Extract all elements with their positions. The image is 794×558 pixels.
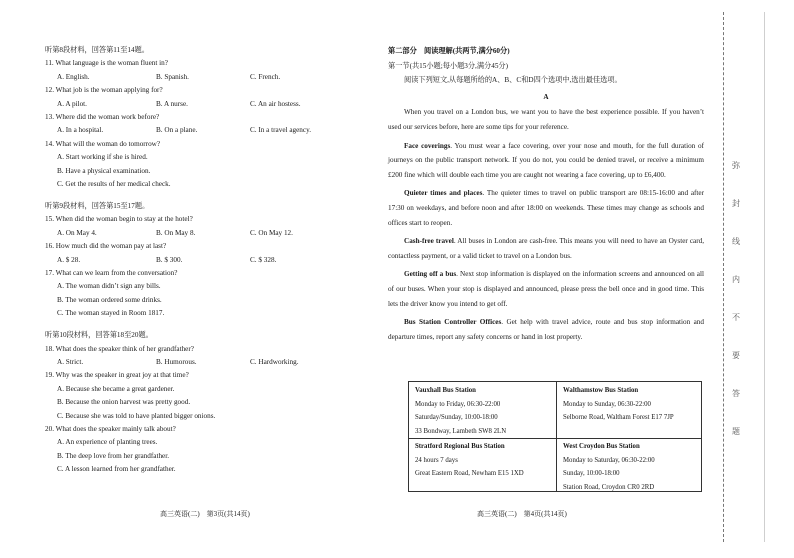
option-b[interactable]: B. A nurse.	[156, 99, 188, 108]
paragraph-controller-offices	[388, 315, 704, 344]
option-a[interactable]: A. Start working if she is hired.	[57, 153, 148, 162]
passage-letter: A	[543, 92, 549, 101]
option-b[interactable]: B. The deep love from her grandfather.	[57, 451, 170, 460]
station-cell-stratford	[409, 440, 524, 481]
question-stem: 17. What can we learn from the conversation?	[45, 269, 178, 277]
question-stem: 18. What does the speaker think of her grandfather?	[45, 344, 194, 353]
option-a[interactable]: A. A pilot.	[57, 99, 87, 108]
seal-char: 内	[732, 275, 740, 284]
option-c[interactable]: C. A lesson learned from her grandfather.	[57, 465, 176, 474]
seal-char: 弥	[732, 161, 740, 170]
station-line: 24 hours 7 days	[415, 456, 458, 464]
station-line: Selborne Road, Waltham Forest E17 7JP	[563, 414, 674, 422]
option-b[interactable]: B. On a plane.	[156, 126, 198, 135]
question-stem: 20. What does the speaker mainly talk about?	[45, 424, 176, 433]
option-c[interactable]: C. $ 328.	[250, 255, 277, 264]
station-line: Great Eastern Road, Newham E15 1XD	[415, 470, 524, 478]
options-row	[45, 227, 375, 240]
option-a[interactable]: A. English.	[57, 72, 90, 81]
option-a[interactable]: A. $ 28.	[57, 255, 81, 264]
question-stem: 15. When did the woman begin to stay at the hotel?	[45, 215, 193, 224]
section-heading: 听第8段材料，回答第11至14题。	[45, 46, 149, 54]
bus-station-table	[408, 381, 702, 492]
passage-intro: When you travel on a London bus, we want you to have the best experience possible. If you haven’t used our services before, here are some tips for your reference.	[388, 108, 704, 131]
section-8	[45, 44, 375, 191]
station-line: 33 Bondway, Lambeth SW8 2LN	[415, 427, 507, 435]
options-row	[45, 98, 375, 111]
option-c[interactable]: C. Because she was told to have planted bigger onions.	[57, 411, 216, 420]
paragraph-heading: Getting off a bus	[404, 270, 457, 279]
option-a[interactable]: A. Because she became a great gardener.	[57, 384, 175, 393]
station-name: Walthamstow Bus Station	[563, 387, 639, 394]
station-line: Sunday, 10:00-18:00	[563, 470, 620, 478]
options-row	[45, 254, 375, 267]
seal-char: 封	[732, 199, 740, 208]
option-a[interactable]: A. An experience of planting trees.	[57, 438, 158, 447]
station-line: Monday to Saturday, 06:30-22:00	[563, 456, 655, 464]
station-name: Stratford Regional Bus Station	[415, 443, 505, 450]
station-name: Vauxhall Bus Station	[415, 387, 476, 394]
station-cell-vauxhall	[409, 384, 506, 438]
page-footer-left: 高三英语(二) 第3页(共14页)	[160, 510, 250, 518]
option-b[interactable]: B. Spanish.	[156, 72, 189, 81]
option-c[interactable]: C. French.	[250, 72, 281, 81]
option-c[interactable]: C. An air hostess.	[250, 99, 301, 108]
option-b[interactable]: B. The woman ordered some drinks.	[57, 295, 162, 304]
section-10	[45, 329, 375, 476]
question-stem: 13. Where did the woman work before?	[45, 113, 160, 122]
part-title: 第二部分 阅读理解(共两节,满分60分)	[388, 47, 510, 55]
station-cell-walthamstow	[557, 384, 674, 425]
paragraph-getting-off	[388, 267, 704, 311]
station-line: Saturday/Sunday, 10:00-18:00	[415, 414, 498, 422]
seal-char: 线	[732, 237, 740, 246]
spacer	[45, 321, 375, 330]
paragraph-text: . Get help with travel advice, route and bus stop information and departure times, report any safety concerns or hand in lost property.	[388, 318, 704, 341]
options-row	[45, 71, 375, 84]
option-b[interactable]: B. Because the onion harvest was pretty good.	[57, 398, 191, 407]
question-stem: 12. What job is the woman applying for?	[45, 86, 163, 95]
paragraph-heading: Cash-free travel	[404, 237, 454, 246]
option-b[interactable]: B. Humorous.	[156, 357, 197, 366]
seal-text	[730, 160, 742, 464]
option-b[interactable]: B. On May 8.	[156, 228, 196, 237]
seal-char: 不	[732, 313, 740, 322]
option-a[interactable]: A. In a hospital.	[57, 126, 104, 135]
paragraph-text: . You must wear a face covering, over your nose and mouth, for the full duration of journeys on the public transport network. If you do not, you could be denied travel, or receive a minimum £200 fine which will double each time you are caught not wearing a face covering, up to £6,400.	[388, 141, 704, 179]
station-line: Monday to Friday, 06:30-22:00	[415, 400, 501, 408]
margin-border	[764, 12, 765, 542]
page-footer-right: 高三英语(二) 第4页(共14页)	[477, 510, 567, 518]
paragraph-heading: Bus Station Controller Offices	[404, 318, 502, 327]
option-c[interactable]: C. Hardworking.	[250, 357, 299, 366]
options-row	[45, 124, 375, 137]
seal-char: 要	[732, 351, 740, 360]
option-a[interactable]: A. The woman didn’t sign any bills.	[57, 282, 161, 291]
paragraph-heading: Face coverings	[404, 141, 451, 150]
question-stem: 16. How much did the woman pay at last?	[45, 242, 167, 251]
listening-section	[45, 44, 375, 477]
paragraph-text: . All buses in London are cash-free. This means you will need to have an Oyster card, contactless payment, or a valid ticket to travel on a London bus.	[388, 237, 705, 260]
reading-section	[388, 44, 704, 348]
option-c[interactable]: C. On May 12.	[250, 228, 293, 237]
spacer	[45, 191, 375, 200]
instruction: 阅读下列短文,从每题所给的A、B、C和D四个选项中,选出最佳选项。	[404, 76, 622, 85]
paragraph-quieter-times	[388, 186, 704, 230]
station-line: Station Road, Croydon CR0 2RD	[563, 483, 655, 491]
option-a[interactable]: A. Strict.	[57, 357, 84, 366]
section-9	[45, 200, 375, 321]
station-line: Monday to Sunday, 06:30-22:00	[563, 400, 651, 408]
seal-line	[723, 12, 724, 542]
paragraph-text: . The quieter times to travel on public transport are 08:15-16:00 and after 17:30 on weekdays, and before noon and after 18:00 on weekends. These times may change as schools and offices start to reopen.	[388, 189, 704, 227]
section-title: 第一节(共15小题;每小题3分,满分45分)	[388, 61, 508, 70]
option-c[interactable]: C. The woman stayed in Room 1817.	[57, 309, 165, 318]
station-cell-west-croydon	[557, 440, 655, 494]
seal-char: 题	[732, 427, 740, 436]
question-stem: 19. Why was the speaker in great joy at that time?	[45, 371, 189, 380]
paragraph-cash-free	[388, 234, 704, 263]
paragraph-face-coverings	[388, 139, 704, 183]
option-b[interactable]: B. Have a physical examination.	[57, 166, 151, 175]
question-stem: 14. What will the woman do tomorrow?	[45, 139, 161, 148]
option-c[interactable]: C. Get the results of her medical check.	[57, 180, 171, 189]
option-b[interactable]: B. $ 300.	[156, 255, 183, 264]
options-row	[45, 356, 375, 369]
option-c[interactable]: C. In a travel agency.	[250, 126, 311, 135]
station-name: West Croydon Bus Station	[563, 443, 640, 450]
option-a[interactable]: A. On May 4.	[57, 228, 97, 237]
section-heading: 听第10段材料，回答第18至20题。	[45, 331, 153, 340]
paragraph-text: . Next stop information is displayed on the information screens and announced on all of our buses. When your stop is displayed and announced, please press the bell once and in good time. This lets the driver know you intend to get off.	[388, 270, 704, 308]
section-heading: 听第9段材料，回答第15至17题。	[45, 201, 150, 210]
seal-char: 答	[732, 389, 740, 398]
paragraph-heading: Quieter times and places	[404, 189, 483, 198]
question-stem: 11. What language is the woman fluent in?	[45, 59, 168, 68]
